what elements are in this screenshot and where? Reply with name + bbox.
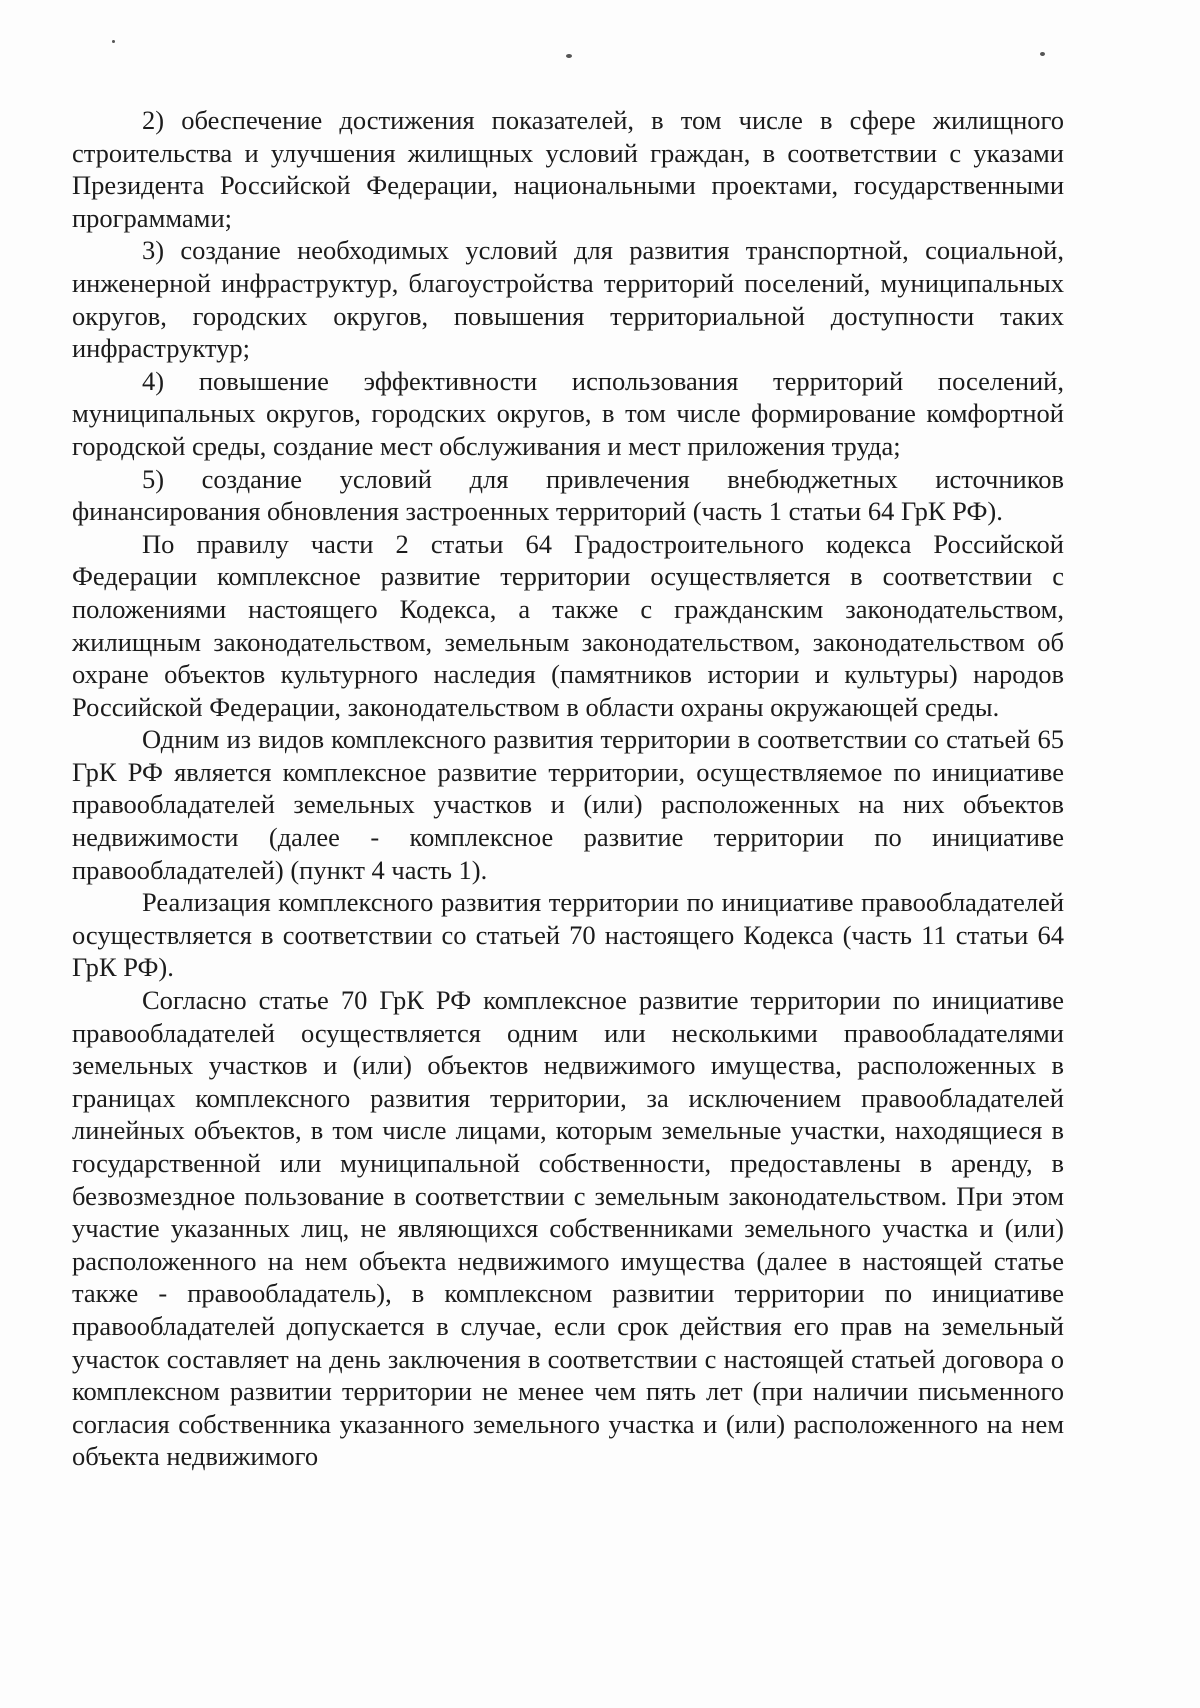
paragraph-list-item-4: 4) повышение эффективности использования территорий поселений, муниципальных округов, городских округов, в том числе формирование комфортной городской среды, создание мест обслуживания и мест приложения труда;	[72, 365, 1064, 461]
document-body	[72, 104, 1064, 1473]
scan-speck	[112, 40, 115, 43]
paragraph-article-70: Согласно статье 70 ГрК РФ комплексное развитие территории по инициативе правообладателей осуществляется одним или несколькими правообладателями земельных участков и (или) объектов недвижимого имущества, расположенных в границах комплексного развития территории, за исключением правообладателей линейных объектов, в том числе лицами, которым земельные участки, находящиеся в государственной или муниципальной собственности, предоставлены в аренду, в безвозмездное пользование в соответствии с земельным законодательством. При этом участие указанных лиц, не являющихся собственниками земельного участка и (или) расположенного на нем объекта недвижимого имущества (далее в настоящей статье также - правообладатель), в комплексном развитии территории по инициативе правообладателей допускается в случае, если срок действия его прав на земельный участок составляет на день заключения в соответствии с настоящей статьей договора о комплексном развитии территории не менее чем пять лет (при наличии письменного согласия собственника указанного земельного участка и (или) расположенного на нем объекта недвижимого	[72, 985, 1064, 1472]
paragraph-article-64-part-11: Реализация комплексного развития территории по инициативе правообладателей осуществляется в соответствии со статьей 70 настоящего Кодекса (часть 11 статьи 64 ГрК РФ).	[72, 887, 1064, 983]
paragraph-article-65: Одним из видов комплексного развития территории в соответствии со статьей 65 ГрК РФ является комплексное развитие территории, осуществляемое по инициативе правообладателей земельных участков и (или) расположенных на них объектов недвижимости (далее - комплексное развитие территории по инициативе правообладателей) (пункт 4 часть 1).	[72, 724, 1064, 885]
paragraph-list-item-5: 5) создание условий для привлечения внебюджетных источников финансирования обновления застроенных территорий (часть 1 статьи 64 ГрК РФ).	[72, 463, 1064, 527]
scan-speck	[566, 54, 572, 58]
paragraph-list-item-3: 3) создание необходимых условий для развития транспортной, социальной, инженерной инфраструктур, благоустройства территорий поселений, муниципальных округов, городских округов, повышения территориальной доступности таких инфраструктур;	[72, 235, 1064, 364]
scan-speck	[1040, 52, 1045, 56]
paragraph-article-64-part-2: По правилу части 2 статьи 64 Градостроительного кодекса Российской Федерации комплексное развитие территории осуществляется в соответствии с положениями настоящего Кодекса, а также с гражданским законодательством, жилищным законодательством, земельным законодательством, законодательством об охране объектов культурного наследия (памятников истории и культуры) народов Российской Федерации, законодательством в области охраны окружающей среды.	[72, 528, 1064, 722]
paragraph-list-item-2: 2) обеспечение достижения показателей, в том числе в сфере жилищного строительства и улучшения жилищных условий граждан, в соответствии с указами Президента Российской Федерации, национальными проектами, государственными программами;	[72, 105, 1064, 233]
